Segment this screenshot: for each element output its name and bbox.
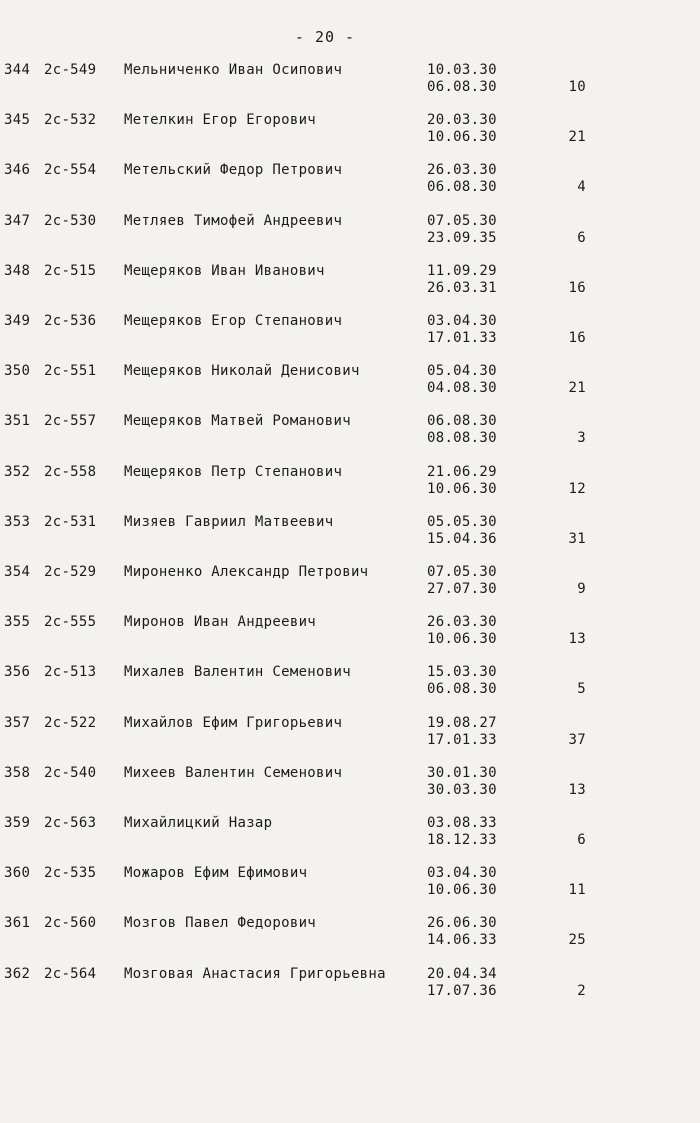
record-number: 360: [4, 865, 31, 882]
record-date-start: 26.03.30: [427, 614, 497, 631]
record-code: 2c-557: [44, 413, 97, 430]
record-count: 13: [568, 631, 586, 648]
record-name: Михалев Валентин Семенович: [124, 664, 351, 681]
record-row: [0, 213, 700, 257]
record-date-start: 10.03.30: [427, 62, 497, 78]
record-name: Миронов Иван Андреевич: [124, 614, 317, 631]
record-date-end: 17.01.33: [427, 731, 497, 748]
record-number: 351: [4, 413, 31, 430]
record-date-start: 03.08.33: [427, 815, 497, 831]
record-row: [0, 865, 700, 909]
record-count: 4: [577, 179, 586, 196]
record-row: [0, 62, 700, 106]
record-code: 2c-529: [44, 564, 97, 580]
record-name: Михайлицкий Назар: [124, 815, 273, 831]
record-number: 353: [4, 513, 31, 530]
record-name: Мещеряков Иван Иванович: [124, 262, 325, 279]
record-number: 350: [4, 363, 31, 380]
record-date-end: 06.08.30: [427, 179, 497, 196]
record-date-end: 15.04.36: [427, 530, 497, 547]
record-row: [0, 112, 700, 156]
record-date-start: 20.04.34: [427, 965, 497, 982]
record-row: [0, 363, 700, 407]
record-date-start: 05.05.30: [427, 513, 497, 530]
record-name: Метельский Федор Петрович: [124, 162, 343, 179]
record-number: 348: [4, 262, 31, 279]
record-date-end: 14.06.33: [427, 932, 497, 949]
record-date-end: 10.06.30: [427, 480, 497, 497]
record-count: 9: [577, 581, 586, 597]
record-number: 361: [4, 915, 31, 932]
record-count: 5: [577, 681, 586, 698]
record-date-end: 06.08.30: [427, 681, 497, 698]
record-count: 13: [568, 781, 586, 798]
record-code: 2c-549: [44, 62, 97, 78]
record-date-start: 11.09.29: [427, 262, 497, 279]
record-code: 2c-551: [44, 363, 97, 380]
record-name: Мещеряков Матвей Романович: [124, 413, 351, 430]
record-date-end: 30.03.30: [427, 781, 497, 798]
record-number: 358: [4, 764, 31, 781]
record-code: 2c-535: [44, 865, 97, 882]
record-count: 11: [568, 882, 586, 899]
record-code: 2c-563: [44, 815, 97, 831]
record-row: [0, 263, 700, 307]
record-date-end: 27.07.30: [427, 581, 497, 597]
record-name: Мироненко Александр Петрович: [124, 564, 369, 580]
record-date-end: 17.01.33: [427, 330, 497, 346]
record-count: 3: [577, 430, 586, 447]
record-row: [0, 514, 700, 558]
record-number: 344: [4, 62, 31, 78]
record-name: Мещеряков Егор Степанович: [124, 313, 343, 329]
record-code: 2c-536: [44, 313, 97, 329]
record-date-end: 10.06.30: [427, 882, 497, 899]
record-date-start: 03.04.30: [427, 313, 497, 329]
record-name: Михайлов Ефим Григорьевич: [124, 714, 343, 731]
record-date-end: 17.07.36: [427, 982, 497, 999]
record-date-end: 18.12.33: [427, 832, 497, 848]
record-name: Мещеряков Николай Денисович: [124, 363, 360, 380]
record-name: Метляев Тимофей Андреевич: [124, 212, 343, 229]
record-name: Мельниченко Иван Осипович: [124, 62, 343, 78]
record-count: 2: [577, 982, 586, 999]
record-date-end: 26.03.31: [427, 279, 497, 296]
record-row: [0, 815, 700, 859]
record-count: 12: [568, 480, 586, 497]
record-name: Можаров Ефим Ефимович: [124, 865, 308, 882]
record-row: [0, 564, 700, 608]
record-date-end: 10.06.30: [427, 129, 497, 146]
record-name: Мизяев Гавриил Матвеевич: [124, 513, 334, 530]
record-row: [0, 413, 700, 457]
record-date-start: 05.04.30: [427, 363, 497, 380]
record-date-end: 06.08.30: [427, 79, 497, 95]
record-row: [0, 715, 700, 759]
record-date-end: 10.06.30: [427, 631, 497, 648]
record-number: 362: [4, 965, 31, 982]
record-date-start: 26.06.30: [427, 915, 497, 932]
record-date-end: 23.09.35: [427, 229, 497, 246]
record-count: 6: [577, 229, 586, 246]
record-date-start: 21.06.29: [427, 463, 497, 480]
record-code: 2c-513: [44, 664, 97, 681]
record-number: 349: [4, 313, 31, 329]
record-code: 2c-560: [44, 915, 97, 932]
record-name: Михеев Валентин Семенович: [124, 764, 343, 781]
record-count: 37: [568, 731, 586, 748]
record-name: Мозгов Павел Федорович: [124, 915, 317, 932]
record-number: 352: [4, 463, 31, 480]
record-code: 2c-564: [44, 965, 97, 982]
record-date-end: 04.08.30: [427, 380, 497, 397]
record-date-start: 03.04.30: [427, 865, 497, 882]
record-row: [0, 966, 700, 1010]
record-number: 359: [4, 815, 31, 831]
record-row: [0, 765, 700, 809]
record-code: 2c-554: [44, 162, 97, 179]
record-code: 2c-558: [44, 463, 97, 480]
record-count: 16: [568, 330, 586, 346]
record-row: [0, 614, 700, 658]
record-row: [0, 664, 700, 708]
record-number: 346: [4, 162, 31, 179]
record-date-start: 30.01.30: [427, 764, 497, 781]
record-number: 345: [4, 112, 31, 129]
record-count: 25: [568, 932, 586, 949]
record-date-start: 07.05.30: [427, 212, 497, 229]
record-row: [0, 313, 700, 357]
record-code: 2c-540: [44, 764, 97, 781]
record-code: 2c-515: [44, 262, 97, 279]
record-number: 357: [4, 714, 31, 731]
record-row: [0, 915, 700, 959]
record-row: [0, 464, 700, 508]
record-code: 2c-532: [44, 112, 97, 129]
record-date-end: 08.08.30: [427, 430, 497, 447]
record-date-start: 06.08.30: [427, 413, 497, 430]
record-code: 2c-522: [44, 714, 97, 731]
record-name: Мозговая Анастасия Григорьевна: [124, 965, 386, 982]
record-date-start: 19.08.27: [427, 714, 497, 731]
record-code: 2c-530: [44, 212, 97, 229]
record-number: 354: [4, 564, 31, 580]
record-code: 2c-555: [44, 614, 97, 631]
record-count: 6: [577, 832, 586, 848]
record-row: [0, 162, 700, 206]
record-date-start: 26.03.30: [427, 162, 497, 179]
record-number: 355: [4, 614, 31, 631]
record-number: 356: [4, 664, 31, 681]
record-name: Мещеряков Петр Степанович: [124, 463, 343, 480]
record-count: 21: [568, 380, 586, 397]
record-count: 21: [568, 129, 586, 146]
record-date-start: 15.03.30: [427, 664, 497, 681]
record-code: 2c-531: [44, 513, 97, 530]
record-count: 10: [568, 79, 586, 95]
record-number: 347: [4, 212, 31, 229]
record-name: Метелкин Егор Егорович: [124, 112, 317, 129]
record-count: 31: [568, 530, 586, 547]
record-date-start: 20.03.30: [427, 112, 497, 129]
page-number: - 20 -: [294, 28, 356, 46]
record-date-start: 07.05.30: [427, 564, 497, 580]
record-count: 16: [568, 279, 586, 296]
